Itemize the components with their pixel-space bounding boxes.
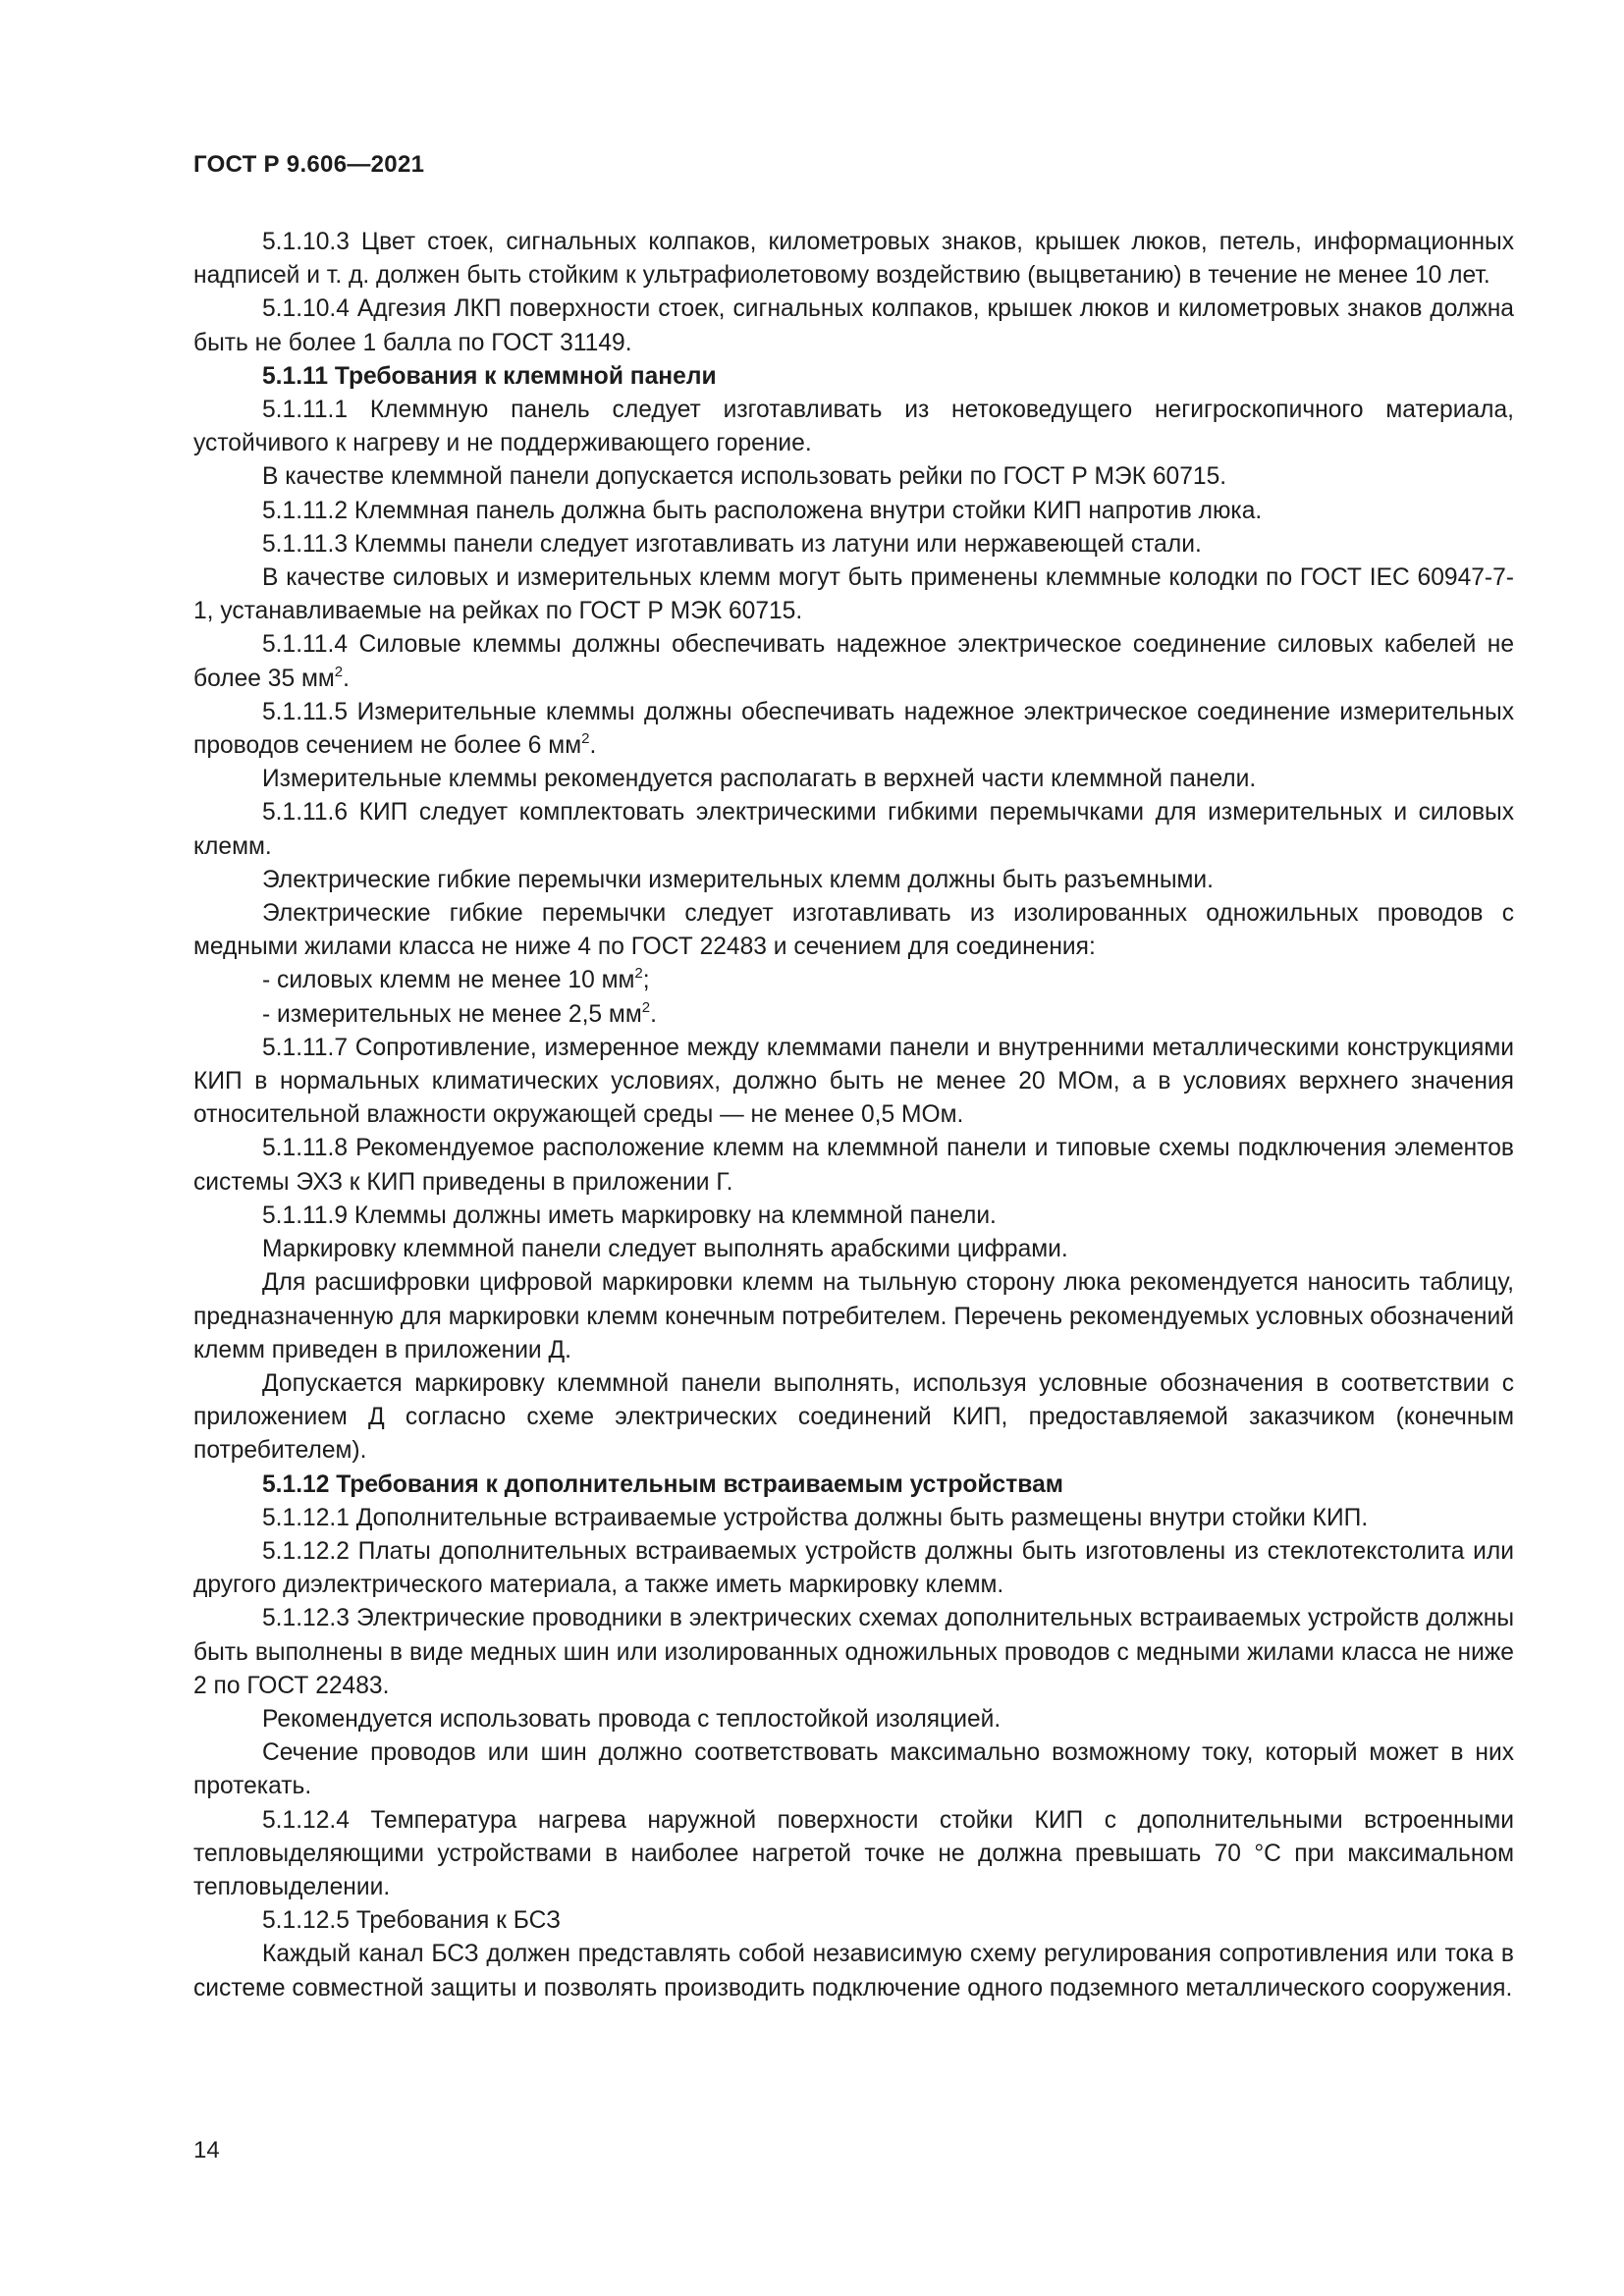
- paragraph-5-1-11-8: 5.1.11.8 Рекомендуемое расположение клемм на клеммной панели и типовые схемы подключения элементов системы ЭХЗ к КИП приведены в приложении Г.: [193, 1135, 1514, 1196]
- paragraph-5-1-11-2: 5.1.11.2 Клеммная панель должна быть расположена внутри стойки КИП напротив люка.: [262, 497, 1263, 524]
- paragraph-5-1-12-1: 5.1.12.1 Дополнительные встраиваемые устройства должны быть размещены внутри стойки КИП.: [262, 1504, 1369, 1531]
- list-item-measuring-terminals: [193, 998, 1514, 1032]
- paragraph-bsz-channel: Каждый канал БСЗ должен представлять собой независимую схему регулирования сопротивления или тока в системе совместной защиты и позволять производить подключение одного подземного металлического сооружения.: [193, 1941, 1514, 2002]
- paragraph-5-1-11-9: 5.1.11.9 Клеммы должны иметь маркировку на клеммной панели.: [262, 1201, 997, 1229]
- paragraph-jumpers-detachable: Электрические гибкие перемычки измерительных клемм должны быть разъемными.: [262, 866, 1214, 893]
- paragraph-marking-table: Для расшифровки цифровой маркировки клемм на тыльную сторону люка рекомендуется наносить таблицу, предназначенную для маркировки клемм конечным потребителем. Перечень рекомендуемых условных обозначений клемм приведен в приложении Д.: [193, 1269, 1514, 1363]
- paragraph-wire-section: Сечение проводов или шин должно соответствовать максимально возможному току, который может в них протекать.: [193, 1739, 1514, 1800]
- paragraph-5-1-11-4-text: 5.1.11.4 Силовые клеммы должны обеспечивать надежное электрическое соединение силовых кабелей не более 35 мм: [193, 631, 1514, 692]
- paragraph-5-1-12-5: 5.1.12.5 Требования к БСЗ: [262, 1907, 561, 1935]
- paragraph-5-1-11-5-text: 5.1.11.5 Измерительные клеммы должны обеспечивать надежное электрическое соединение измерительных проводов сечением не более 6 мм: [193, 698, 1514, 760]
- superscript: 2: [634, 965, 643, 983]
- paragraph-heat-resistant-wires: Рекомендуется использовать провода с теплостойкой изоляцией.: [262, 1705, 1001, 1733]
- paragraph-end: .: [343, 665, 350, 692]
- paragraph-5-1-10-3: 5.1.10.3 Цвет стоек, сигнальных колпаков, километровых знаков, крышек люков, петель, информационных надписей и т. д. должен быть стойким к ультрафиолетовому воздействию (выцветанию) в течение не менее 10 лет.: [193, 229, 1514, 290]
- paragraph-5-1-11-7: 5.1.11.7 Сопротивление, измеренное между клеммами панели и внутренними металлическими конструкциями КИП в нормальных климатических условиях, должно быть не менее 20 МОм, а в условиях верхнего значения относительной влажности окружающей среды — не менее 0,5 МОм.: [193, 1034, 1514, 1129]
- paragraph-5-1-11-5: [193, 696, 1514, 763]
- paragraph-5-1-12-3: 5.1.12.3 Электрические проводники в электрических схемах дополнительных встраиваемых устройств должны быть выполнены в виде медных шин или изолированных одножильных проводов с медными жилами класса не ниже 2 по ГОСТ 22483.: [193, 1605, 1514, 1699]
- section-heading-5-1-11: 5.1.11 Требования к клеммной панели: [262, 362, 717, 390]
- paragraph-end: .: [589, 732, 597, 760]
- paragraph-5-1-11-4: [193, 628, 1514, 695]
- paragraph-jumpers-wires: Электрические гибкие перемычки следует изготавливать из изолированных одножильных проводов с медными жилами класса не ниже 4 по ГОСТ 22483 и сечением для соединения:: [193, 900, 1514, 961]
- list-item-text: - измерительных не менее 2,5 мм: [262, 1000, 642, 1028]
- document-header: ГОСТ Р 9.606—2021: [193, 151, 425, 178]
- list-item-end: .: [650, 1000, 657, 1028]
- paragraph-5-1-10-4: 5.1.10.4 Адгезия ЛКП поверхности стоек, сигнальных колпаков, крышек люков и километровых знаков должна быть не более 1 балла по ГОСТ 31149.: [193, 295, 1514, 356]
- superscript: 2: [334, 663, 344, 680]
- list-item-end: ;: [642, 967, 650, 994]
- paragraph-rails: В качестве клеммной панели допускается использовать рейки по ГОСТ Р МЭК 60715.: [262, 463, 1227, 491]
- document-body: [193, 226, 1514, 2005]
- paragraph-5-1-11-1: 5.1.11.1 Клеммную панель следует изготавливать из нетоковедущего негигроскопичного материала, устойчивого к нагреву и не поддерживающего горение.: [193, 397, 1514, 457]
- paragraph-5-1-11-3: 5.1.11.3 Клеммы панели следует изготавливать из латуни или нержавеющей стали.: [262, 530, 1202, 558]
- page-number: 14: [193, 2137, 220, 2163]
- section-heading-5-1-12: 5.1.12 Требования к дополнительным встраиваемым устройствам: [262, 1470, 1063, 1498]
- paragraph-arabic-numerals: Маркировку клеммной панели следует выполнять арабскими цифрами.: [262, 1236, 1068, 1263]
- list-item-power-terminals: [193, 964, 1514, 997]
- list-item-text: - силовых клемм не менее 10 мм: [262, 967, 635, 994]
- superscript: 2: [641, 998, 651, 1016]
- paragraph-5-1-12-4: 5.1.12.4 Температура нагрева наружной поверхности стойки КИП с дополнительными встроенными тепловыделяющими устройствами в наиболее нагретой точке не должна превышать 70 °С при максимальном тепловыделении.: [193, 1806, 1514, 1900]
- paragraph-measuring-terminals: Измерительные клеммы рекомендуется располагать в верхней части клеммной панели.: [262, 766, 1257, 793]
- paragraph-5-1-12-2: 5.1.12.2 Платы дополнительных встраиваемых устройств должны быть изготовлены из стеклотекстолита или другого диэлектрического материала, а также иметь маркировку клемм.: [193, 1537, 1514, 1599]
- paragraph-marking-symbols: Допускается маркировку клеммной панели выполнять, используя условные обозначения в соответствии с приложением Д согласно схеме электрических соединений КИП, предоставляемой заказчиком (конечным потребителем).: [193, 1369, 1514, 1465]
- paragraph-5-1-11-6: 5.1.11.6 КИП следует комплектовать электрическими гибкими перемычками для измерительных и силовых клемм.: [193, 799, 1514, 860]
- superscript: 2: [581, 730, 590, 748]
- paragraph-terminal-blocks: В качестве силовых и измерительных клемм могут быть применены клеммные колодки по ГОСТ IEC 60947-7-1, устанавливаемые на рейках по ГОСТ Р МЭК 60715.: [193, 564, 1514, 625]
